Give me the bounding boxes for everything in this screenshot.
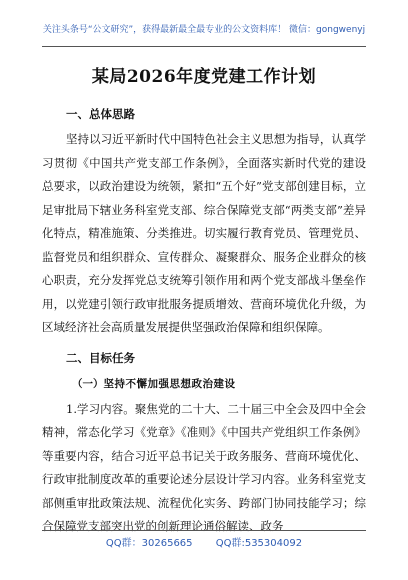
section-paragraph-overall: 坚持以习近平新时代中国特色社会主义思想为指导，认真学习贯彻《中国共产党支部工作条例》，全面落实新时代党的建设总要求，以政治建设为统领，紧扣“五个好”党支部创建目标，立足审批局下辖业务科室党支部、综合保障党支部“两类支部”差异化特点，精准施策、分类推进。切实履行教育党员、管理党员、监督党员和组织群众、宣传群众、凝聚群众、服务企业群众的核心职责，充分发挥党总支统筹引领作用和两个党支部战斗堡垒作用，以党建引领行政审批服务提质增效、营商环境优化升级，为区域经济社会高质量发展提供坚强政治保障和组织保障。 xyxy=(42,132,366,334)
header-banner: 关注头条号“公文研究”，获得最新最全最专业的公文资料库！ 微信：gongwenyj xyxy=(42,25,366,35)
subsection-number: （一） xyxy=(72,377,104,390)
section-paragraph-study-content: 1.学习内容。聚焦党的二十大、二十届三中全会及四中全会精神，常态化学习《党章》《准则》《中国共产党组织工作条例》等重要内容，结合习近平总书记关于政务服务、营商环境优化、行政审批制度改革的重要论述分层设计学习内容。业务科室党支部侧重审批政策法规、流程优化实务、跨部门协同技能学习；综合保障党支部突出党的创新理论通俗解读、政务 xyxy=(42,401,366,533)
section-heading-goals: 二、目标任务 xyxy=(66,350,135,365)
footer xyxy=(0,534,408,549)
subsection-title: 坚持不懈加强思想政治建设 xyxy=(103,377,236,390)
document-body xyxy=(42,104,366,539)
footer-qq-group-2: QQ群:535304092 xyxy=(215,538,303,549)
document-title: 某局2026年度党建工作计划 xyxy=(91,67,317,87)
footer-divider xyxy=(42,530,366,531)
footer-qq-group-1: QQ群：30265665 xyxy=(105,538,193,549)
subsection-heading-political xyxy=(72,374,366,394)
section-heading-overall: 一、总体思路 xyxy=(66,107,135,121)
header-divider xyxy=(42,46,366,47)
section-spacer xyxy=(42,340,366,348)
